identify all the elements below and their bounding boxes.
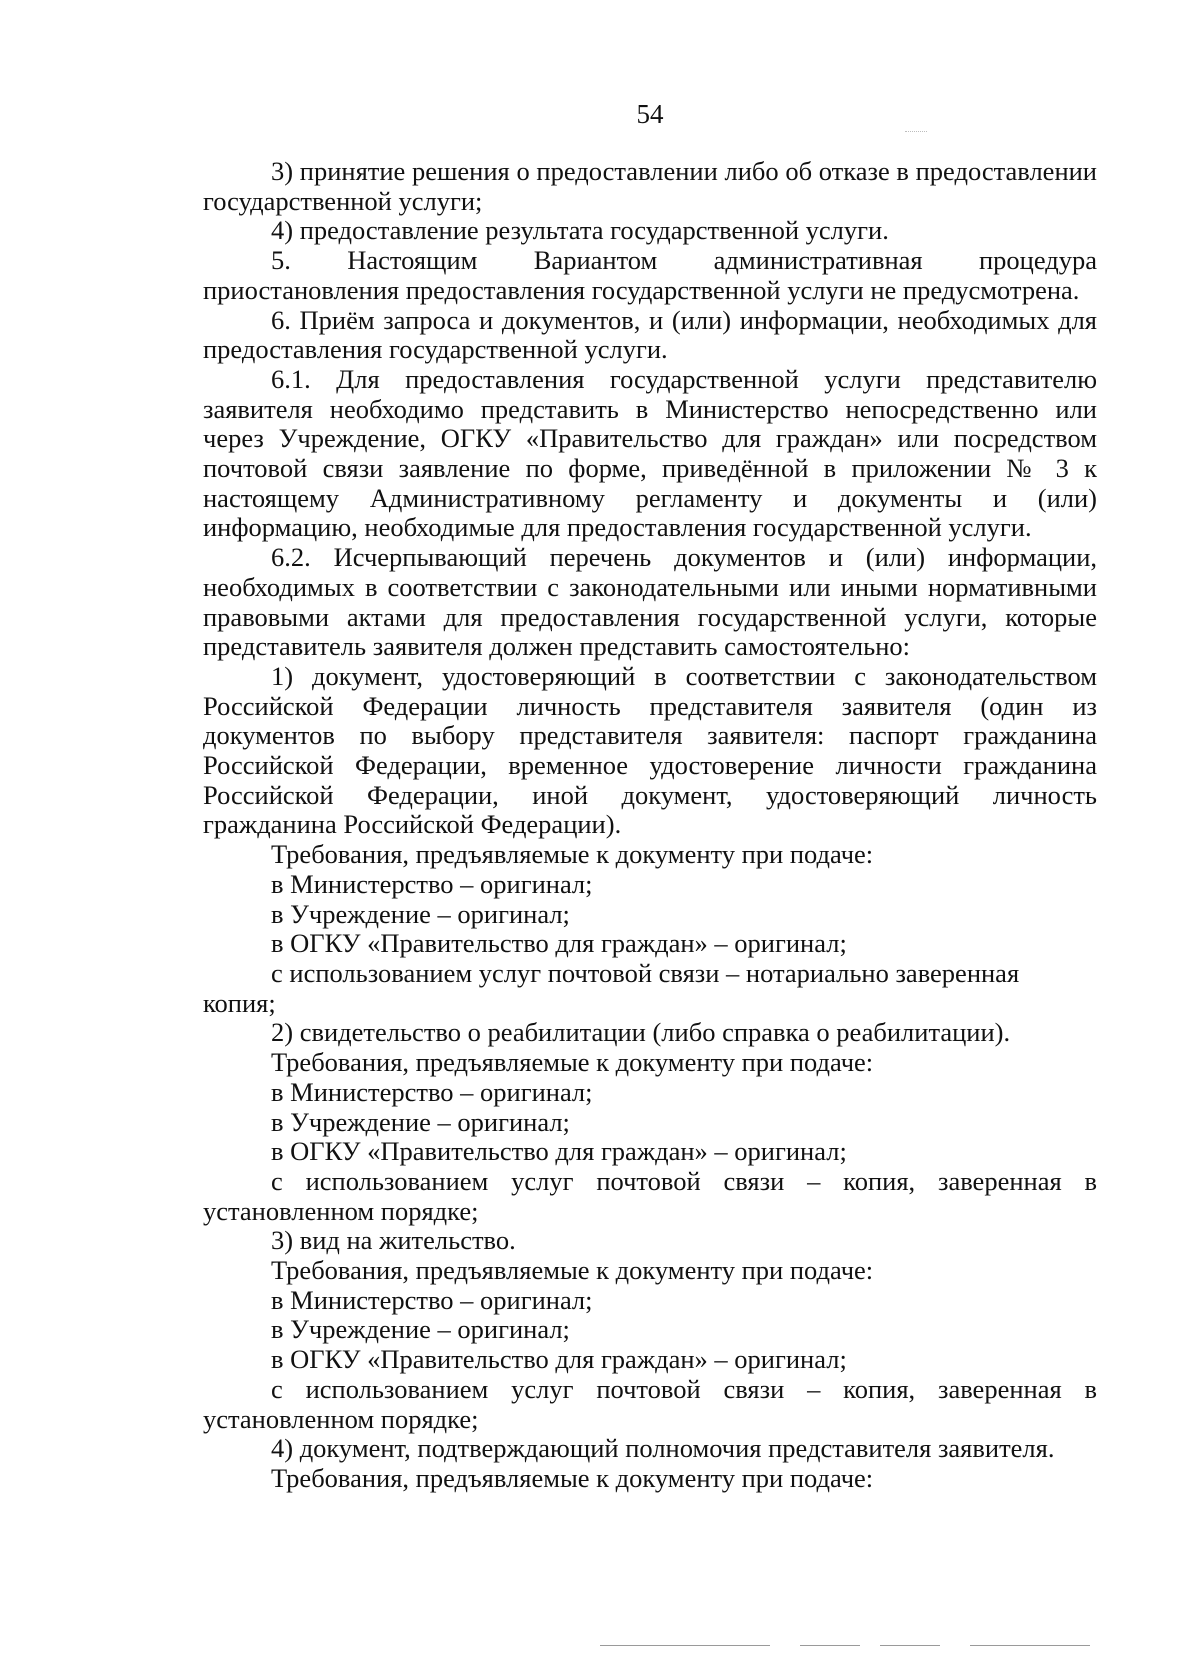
requirements-heading: Требования, предъявляемые к документу при подаче: [271, 1255, 874, 1286]
requirement-line: с использованием услуг почтовой связи – нотариально заверенная копия; [203, 957, 1020, 1018]
requirement-line: в Министерство – оригинал; [271, 868, 593, 899]
requirements-heading: Требования, предъявляемые к документу при подаче: [271, 839, 874, 870]
requirements-heading: Требования, предъявляемые к документу при подаче: [271, 1047, 874, 1078]
paragraph-step-3: 3) принятие решения о предоставлении либо об отказе в предоставлении государственной услуги; [203, 156, 1097, 216]
list-item-document-2: 2) свидетельство о реабилитации (либо справка о реабилитации). [271, 1017, 1011, 1048]
page-number: 54 [636, 99, 664, 129]
requirement-line: в ОГКУ «Правительство для граждан» – оригинал; [271, 1344, 847, 1375]
footer-rule [0, 1645, 1200, 1649]
footer-rule-segment [800, 1645, 860, 1646]
footer-rule-segment [600, 1645, 770, 1646]
requirement-line: в ОГКУ «Правительство для граждан» – оригинал; [271, 1136, 847, 1167]
paragraph-6: 6. Приём запроса и документов, и (или) информации, необходимых для предоставления государственной услуги. [203, 304, 1097, 365]
document-body [203, 157, 1097, 1494]
requirement-line: с использованием услуг почтовой связи – копия, заверенная в установленном порядке; [203, 1165, 1097, 1226]
list-item-document-3: 3) вид на жительство. [271, 1225, 516, 1256]
requirements-heading: Требования, предъявляемые к документу при подаче: [271, 1462, 874, 1493]
list-item-document-4: 4) документ, подтверждающий полномочия представителя заявителя. [271, 1433, 1055, 1464]
requirement-line: с использованием услуг почтовой связи – копия, заверенная в установленном порядке; [203, 1373, 1097, 1434]
list-item-document-1: 1) документ, удостоверяющий в соответствии с законодательством Российской Федерации личность представителя заявителя (один из документов по выбору представителя заявителя: паспорт гражданина Российской Федерации, временное удостоверение личности гражданина Российской Федерации, иной документ, удостоверяющий личность гражданина Российской Федерации). [203, 660, 1097, 840]
requirement-line: в Учреждение – оригинал; [271, 1314, 570, 1345]
paragraph-step-4: 4) предоставление результата государственной услуги. [271, 215, 889, 246]
requirement-line: в Учреждение – оригинал; [271, 898, 570, 929]
requirement-line: в ОГКУ «Правительство для граждан» – оригинал; [271, 928, 847, 959]
requirement-line: в Министерство – оригинал; [271, 1076, 593, 1107]
footer-rule-segment [970, 1645, 1090, 1646]
scan-mark [905, 131, 927, 133]
requirement-line: в Учреждение – оригинал; [271, 1106, 570, 1137]
paragraph-5: 5. Настоящим Вариантом административная процедура приостановления предоставления государственной услуги не предусмотрена. [203, 245, 1097, 305]
paragraph-6-1: 6.1. Для предоставления государственной услуги представителю заявителя необходимо представить в Министерство непосредственно или через Учреждение, ОГКУ «Правительство для граждан» или посредством почтовой связи заявление по форме, приведённой в приложении № 3 к настоящему Административному регламенту и документы и (или) информацию, необходимые для предоставления государственной услуги. [203, 363, 1097, 543]
paragraph-6-2: 6.2. Исчерпывающий перечень документов и (или) информации, необходимых в соответствии с законодательными или иными нормативными правовыми актами для предоставления государственной услуги, которые представитель заявителя должен представить самостоятельно: [203, 542, 1097, 662]
requirement-line: в Министерство – оригинал; [271, 1284, 593, 1315]
footer-rule-segment [880, 1645, 940, 1646]
